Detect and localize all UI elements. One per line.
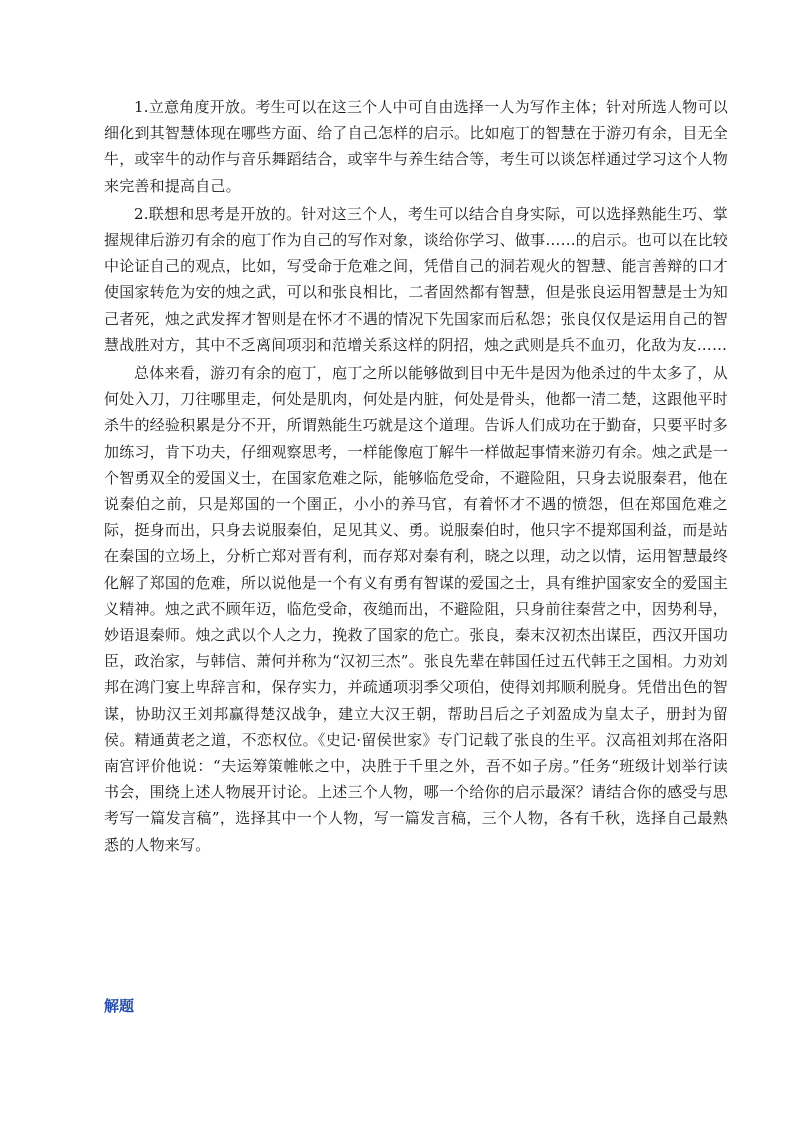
section-label-jieti: 解题: [104, 997, 135, 1015]
paragraph-1: 1.立意角度开放。考生可以在这三个人中可自由选择一人为写作主体；针对所选人物可以细化到其智慧体现在哪些方面、给了自己怎样的启示。比如庖丁的智慧在于游刃有余，目无全牛，或宰牛的动作与音乐舞蹈结合，或宰牛与养生结合等，考生可以谈怎样通过学习这个人物来完善和提高自己。: [104, 98, 728, 195]
paragraph-3: 总体来看，游刃有余的庖丁，庖丁之所以能够做到目中无牛是因为他杀过的牛太多了，从何处入刀，刀往哪里走，何处是肌肉，何处是内脏，何处是骨头，他都一清二楚，这跟他平时杀牛的经验积累是分不开，所谓熟能生巧就是这个道理。告诉人们成功在于勤奋，只要平时多加练习，肯下功夫，仔细观察思考，一样能像庖丁解牛一样做起事情来游刃有余。烛之武是一个智勇双全的爱国义士，在国家危难之际，能够临危受命，不避险阻，只身去说服秦君，他在说秦伯之前，只是郑国的一个圉正，小小的养马官，有着怀才不遇的愤怨，但在郑国危难之际，挺身而出，只身去说服秦伯，足见其义、勇。说服秦伯时，他只字不提郑国利益，而是站在秦国的立场上，分析亡郑对晋有利，而存郑对秦有利，晓之以理，动之以情，运用智慧最终化解了郑国的危难，所以说他是一个有义有勇有智谋的爱国之士，具有维护国家安全的爱国主义精神。烛之武不顾年迈，临危受命，夜缒而出，不避险阻，只身前往秦营之中，因势利导，妙语退秦师。烛之武以个人之力，挽救了国家的危亡。张良，秦末汉初杰出谋臣，西汉开国功臣，政治家，与韩信、萧何并称为“汉初三杰”。张良先辈在韩国任过五代韩王之国相。力劝刘邦在鸿门宴上卑辞言和，保存实力，并疏通项羽季父项伯，使得刘邦顺利脱身。凭借出色的智谋，协助汉王刘邦赢得楚汉战争，建立大汉王朝，帮助吕后之子刘盈成为皇太子，册封为留侯。精通黄老之道，不恋权位。《史记·留侯世家》专门记载了张良的生平。汉高祖刘邦在洛阳南宫评价他说：“夫运筹策帷帐之中，决胜于千里之外，吾不如子房。”任务“班级计划举行读书会，围绕上述人物展开讨论。上述三个人物，哪一个给你的启示最深？请结合你的感受与思考写一篇发言稿”，选择其中一个人物，写一篇发言稿，三个人物，各有千秋，选择自己最熟悉的人物来写。: [104, 364, 728, 854]
document-body: [104, 94, 728, 858]
paragraph-2: 2.联想和思考是开放的。针对这三个人，考生可以结合自身实际，可以选择熟能生巧、掌握规律后游刃有余的庖丁作为自己的写作对象，谈给你学习、做事……的启示。也可以在比较中论证自己的观点，比如，写受命于危难之间，凭借自己的洞若观火的智慧、能言善辩的口才使国家转危为安的烛之武，可以和张良相比，二者固然都有智慧，但是张良运用智慧是士为知己者死，烛之武发挥才智则是在怀才不遇的情况下先国家而后私怨；张良仅仅是运用自己的智慧战胜对方，其中不乏离间项羽和范增关系这样的阴招，烛之武则是兵不血刃，化敌为友……: [104, 204, 728, 354]
